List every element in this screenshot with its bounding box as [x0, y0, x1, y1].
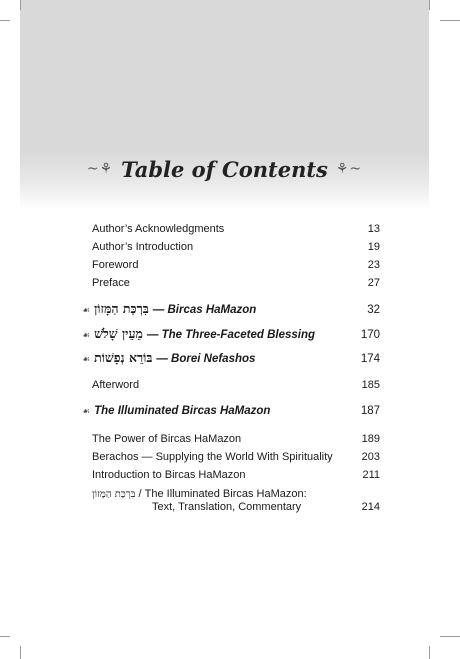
toc-entry-label: Author’s Introduction	[92, 241, 194, 253]
toc-entry-label: Introduction to Bircas HaMazon	[92, 469, 246, 481]
toc-entry-page: 32	[367, 304, 380, 316]
crop-mark-bottom-left-v	[20, 646, 21, 659]
section-hebrew-title: מֵעֵין שָׁלֹשׁ	[94, 326, 143, 341]
crop-mark-bottom-right-h	[440, 636, 460, 637]
toc-entry-foreword[interactable]	[92, 258, 380, 272]
toc-entry-page: 13	[367, 223, 380, 235]
toc-section-bircas-hamazon[interactable]	[82, 302, 380, 317]
toc-section-illuminated[interactable]	[82, 404, 380, 418]
title-row	[20, 152, 429, 186]
toc-entry-introduction[interactable]	[92, 240, 380, 254]
toc-entry-power[interactable]	[92, 432, 380, 446]
section-english-title: — Borei Nefashos	[156, 353, 256, 365]
fleuron-icon: ☙	[82, 406, 91, 416]
toc-entry-label: Berachos — Supplying the World With Spirituality	[92, 451, 333, 463]
toc-entry-page: 23	[367, 259, 380, 271]
toc-entry-label: Afterword	[92, 379, 140, 391]
section-hebrew-title: בּוֹרֵא נְפָשׁוֹת	[94, 350, 153, 365]
toc-entry-label: Preface	[92, 277, 130, 289]
crop-mark-bottom-left-h	[0, 636, 10, 637]
entry-line2: Text, Translation, Commentary	[152, 501, 302, 513]
toc-entry-page: 203	[361, 451, 380, 463]
toc-entry-page: 211	[362, 469, 380, 481]
toc-entry-label: Author’s Acknowledgments	[92, 223, 225, 235]
fleuron-icon: ☙	[82, 305, 91, 315]
crop-mark-top-left-v	[20, 0, 21, 10]
toc-entry-page: 185	[361, 379, 380, 391]
fleuron-icon: ☙	[82, 330, 91, 340]
toc-section-three-faceted[interactable]	[82, 327, 380, 342]
crop-mark-top-right-v	[429, 0, 430, 10]
toc-entry-page: 174	[360, 353, 380, 365]
section-english-title: — Bircas HaMazon	[152, 304, 257, 316]
toc-entry-page: 187	[360, 405, 380, 417]
ornament-right-icon: ⚘~	[335, 161, 363, 177]
crop-mark-top-left-h	[0, 20, 10, 21]
toc-entry-berachos[interactable]	[92, 450, 380, 464]
toc-entry-acknowledgments[interactable]	[92, 222, 380, 236]
toc-entry-label: The Power of Bircas HaMazon	[92, 433, 242, 445]
toc-entry-page: 27	[367, 277, 380, 289]
toc-entry-page: 170	[360, 329, 380, 341]
toc-entry-page: 189	[361, 433, 380, 445]
toc-entry-illuminated-text-line2	[92, 500, 380, 514]
section-english-title: The Illuminated Bircas HaMazon	[94, 405, 271, 417]
toc-entry-page: 214	[361, 501, 380, 513]
toc-entry-page: 19	[367, 241, 380, 253]
toc-section-borei-nefashos[interactable]	[82, 351, 380, 366]
toc-entry-afterword[interactable]	[92, 378, 380, 392]
crop-mark-top-right-h	[440, 20, 460, 21]
section-hebrew-title: בִּרְכַּת הַמָּזוֹן	[94, 301, 149, 316]
crop-mark-bottom-right-v	[429, 646, 430, 659]
fleuron-icon: ☙	[82, 354, 91, 364]
ornament-left-icon: ~⚘	[86, 161, 114, 177]
page-title: Table of Contents	[121, 156, 328, 182]
entry-hebrew-title: בִּרְכַּת הַמָּזוֹן	[92, 489, 136, 500]
toc-entry-intro-bircas[interactable]	[92, 468, 380, 482]
entry-line1: / The Illuminated Bircas HaMazon:	[135, 488, 307, 500]
toc-entry-label: Foreword	[92, 259, 139, 271]
toc-entry-preface[interactable]	[92, 276, 380, 290]
section-english-title: — The Three-Faceted Blessing	[146, 329, 316, 341]
